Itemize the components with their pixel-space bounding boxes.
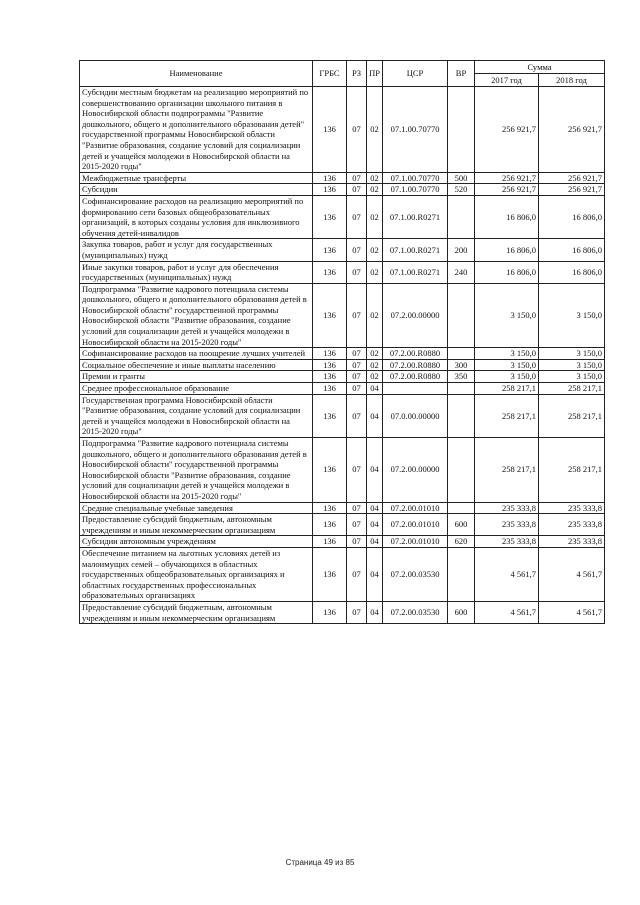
table-header — [80, 61, 605, 87]
cell-vr — [448, 87, 475, 173]
cell-rz: 07 — [347, 383, 367, 395]
cell-name: Субсидии — [80, 184, 313, 196]
cell-vr: 300 — [448, 359, 475, 371]
cell-csr: 07.2.00.03530 — [383, 601, 448, 623]
cell-s2018: 258 217,1 — [539, 438, 605, 503]
cell-s2017: 258 217,1 — [475, 383, 539, 395]
cell-s2018: 235 333,8 — [539, 536, 605, 548]
cell-pr: 04 — [367, 438, 383, 503]
cell-grbs: 136 — [313, 438, 347, 503]
cell-vr — [448, 547, 475, 601]
cell-csr: 07.2.00.01010 — [383, 502, 448, 514]
cell-s2018: 4 561,7 — [539, 547, 605, 601]
cell-grbs: 136 — [313, 394, 347, 437]
cell-s2017: 256 921,7 — [475, 172, 539, 184]
cell-grbs: 136 — [313, 502, 347, 514]
header-name: Наименование — [80, 61, 313, 87]
header-2017: 2017 год — [475, 74, 539, 87]
cell-rz: 07 — [347, 195, 367, 238]
header-rz: РЗ — [347, 61, 367, 87]
table-row — [80, 514, 605, 536]
cell-vr: 600 — [448, 601, 475, 623]
cell-csr: 07.2.00.01010 — [383, 514, 448, 536]
cell-csr: 07.2.00.00000 — [383, 283, 448, 348]
cell-csr: 07.2.00.01010 — [383, 536, 448, 548]
cell-pr: 02 — [367, 359, 383, 371]
cell-vr: 600 — [448, 514, 475, 536]
cell-s2018: 258 217,1 — [539, 394, 605, 437]
cell-s2017: 3 150,0 — [475, 348, 539, 360]
table-row — [80, 184, 605, 196]
header-csr: ЦСР — [383, 61, 448, 87]
cell-s2018: 3 150,0 — [539, 371, 605, 383]
cell-vr — [448, 383, 475, 395]
cell-s2017: 256 921,7 — [475, 184, 539, 196]
cell-name: Государственная программа Новосибирской области "Развитие образования, создание условий для социализации детей и учащейся молодежи в Новосибирской области на 2015-2020 годы" — [80, 394, 313, 437]
table-row — [80, 438, 605, 503]
cell-name: Социальное обеспечение и иные выплаты населению — [80, 359, 313, 371]
cell-vr: 520 — [448, 184, 475, 196]
header-vr: ВР — [448, 61, 475, 87]
cell-csr: 07.1.00.70770 — [383, 172, 448, 184]
cell-s2017: 16 806,0 — [475, 239, 539, 261]
cell-rz: 07 — [347, 438, 367, 503]
table-body — [80, 87, 605, 624]
cell-s2017: 258 217,1 — [475, 438, 539, 503]
cell-s2018: 3 150,0 — [539, 359, 605, 371]
cell-s2017: 16 806,0 — [475, 195, 539, 238]
cell-s2017: 16 806,0 — [475, 261, 539, 283]
cell-s2017: 235 333,8 — [475, 502, 539, 514]
cell-rz: 07 — [347, 348, 367, 360]
cell-pr: 02 — [367, 172, 383, 184]
table-row — [80, 394, 605, 437]
cell-pr: 04 — [367, 536, 383, 548]
cell-grbs: 136 — [313, 536, 347, 548]
cell-s2018: 3 150,0 — [539, 283, 605, 348]
cell-s2018: 16 806,0 — [539, 261, 605, 283]
cell-grbs: 136 — [313, 348, 347, 360]
cell-s2017: 3 150,0 — [475, 359, 539, 371]
cell-name: Предоставление субсидий бюджетным, автономным учреждениям и иным некоммерческим организациям — [80, 601, 313, 623]
table-row — [80, 239, 605, 261]
cell-rz: 07 — [347, 261, 367, 283]
cell-name: Обеспечение питанием на льготных условиях детей из малоимущих семей – обучающихся в областных государственных общеобразовательных организациях и областных государственных профессиональных образовательных организациях — [80, 547, 313, 601]
cell-s2017: 3 150,0 — [475, 371, 539, 383]
cell-rz: 07 — [347, 536, 367, 548]
cell-name: Закупка товаров, работ и услуг для государственных (муниципальных) нужд — [80, 239, 313, 261]
budget-table — [79, 60, 605, 624]
table-row — [80, 359, 605, 371]
cell-grbs: 136 — [313, 195, 347, 238]
cell-s2018: 256 921,7 — [539, 87, 605, 173]
cell-rz: 07 — [347, 239, 367, 261]
table-row — [80, 283, 605, 348]
cell-name: Субсидии автономным учреждениям — [80, 536, 313, 548]
cell-vr: 350 — [448, 371, 475, 383]
cell-vr — [448, 283, 475, 348]
cell-csr: 07.2.00.R0880 — [383, 359, 448, 371]
cell-s2018: 4 561,7 — [539, 601, 605, 623]
cell-name: Подпрограмма "Развитие кадрового потенциала системы дошкольного, общего и дополнительного образования детей в Новосибирской области" государственной программы Новосибирской области "Развитие образования, создание условий для социализации детей и учащейся молодежи в Новосибирской области на 2015-2020 годы" — [80, 283, 313, 348]
cell-rz: 07 — [347, 547, 367, 601]
cell-vr — [448, 195, 475, 238]
cell-s2017: 235 333,8 — [475, 536, 539, 548]
cell-vr — [448, 502, 475, 514]
cell-name: Иные закупки товаров, работ и услуг для обеспечения государственных (муниципальных) нужд — [80, 261, 313, 283]
cell-s2017: 3 150,0 — [475, 283, 539, 348]
cell-csr: 07.2.00.R0880 — [383, 371, 448, 383]
cell-grbs: 136 — [313, 547, 347, 601]
header-grbs: ГРБС — [313, 61, 347, 87]
cell-rz: 07 — [347, 172, 367, 184]
table-row — [80, 502, 605, 514]
cell-pr: 04 — [367, 514, 383, 536]
cell-rz: 07 — [347, 514, 367, 536]
cell-csr: 07.1.00.70770 — [383, 184, 448, 196]
cell-csr: 07.2.00.03530 — [383, 547, 448, 601]
cell-vr: 200 — [448, 239, 475, 261]
page-number: Страница 49 из 85 — [285, 858, 355, 867]
cell-grbs: 136 — [313, 261, 347, 283]
cell-vr: 240 — [448, 261, 475, 283]
cell-vr: 620 — [448, 536, 475, 548]
cell-name: Межбюджетные трансферты — [80, 172, 313, 184]
header-2018: 2018 год — [539, 74, 605, 87]
cell-rz: 07 — [347, 283, 367, 348]
cell-csr: 07.1.00.70770 — [383, 87, 448, 173]
cell-grbs: 136 — [313, 383, 347, 395]
cell-rz: 07 — [347, 371, 367, 383]
cell-s2018: 3 150,0 — [539, 348, 605, 360]
table-row — [80, 172, 605, 184]
cell-s2017: 4 561,7 — [475, 601, 539, 623]
cell-name: Премии и гранты — [80, 371, 313, 383]
cell-grbs: 136 — [313, 239, 347, 261]
cell-rz: 07 — [347, 502, 367, 514]
cell-pr: 02 — [367, 283, 383, 348]
cell-s2017: 256 921,7 — [475, 87, 539, 173]
cell-pr: 02 — [367, 239, 383, 261]
cell-pr: 02 — [367, 348, 383, 360]
cell-grbs: 136 — [313, 283, 347, 348]
table-row — [80, 195, 605, 238]
cell-s2018: 16 806,0 — [539, 239, 605, 261]
cell-grbs: 136 — [313, 359, 347, 371]
cell-s2017: 4 561,7 — [475, 547, 539, 601]
cell-name: Предоставление субсидий бюджетным, автономным учреждениям и иным некоммерческим организациям — [80, 514, 313, 536]
cell-csr — [383, 383, 448, 395]
cell-rz: 07 — [347, 359, 367, 371]
cell-name: Среднее профессиональное образование — [80, 383, 313, 395]
cell-rz: 07 — [347, 601, 367, 623]
cell-csr: 07.1.00.R0271 — [383, 239, 448, 261]
cell-grbs: 136 — [313, 184, 347, 196]
cell-grbs: 136 — [313, 514, 347, 536]
cell-rz: 07 — [347, 87, 367, 173]
header-sum: Сумма — [475, 61, 605, 74]
table-row — [80, 348, 605, 360]
table-row — [80, 601, 605, 623]
table-row — [80, 547, 605, 601]
cell-vr: 500 — [448, 172, 475, 184]
cell-pr: 02 — [367, 195, 383, 238]
cell-grbs: 136 — [313, 172, 347, 184]
cell-s2018: 16 806,0 — [539, 195, 605, 238]
cell-vr — [448, 348, 475, 360]
cell-rz: 07 — [347, 184, 367, 196]
table-row — [80, 536, 605, 548]
cell-grbs: 136 — [313, 371, 347, 383]
cell-pr: 02 — [367, 261, 383, 283]
cell-rz: 07 — [347, 394, 367, 437]
cell-pr: 04 — [367, 601, 383, 623]
cell-s2017: 258 217,1 — [475, 394, 539, 437]
cell-pr: 04 — [367, 383, 383, 395]
table-row — [80, 371, 605, 383]
cell-name: Субсидии местным бюджетам на реализацию мероприятий по совершенствованию организации школьного питания в Новосибирской области подпрограммы "Развитие дошкольного, общего и дополнительного образования детей" государственной программы Новосибирской области "Развитие образования, создание условий для социализации детей и учащейся молодежи в Новосибирской области на 2015-2020 годы" — [80, 87, 313, 173]
cell-name: Средние специальные учебные заведения — [80, 502, 313, 514]
cell-name: Подпрограмма "Развитие кадрового потенциала системы дошкольного, общего и дополнительного образования детей в Новосибирской области" государственной программы Новосибирской области "Развитие образования, создание условий для социализации детей и учащейся молодежи в Новосибирской области на 2015-2020 годы" — [80, 438, 313, 503]
cell-s2018: 258 217,1 — [539, 383, 605, 395]
cell-grbs: 136 — [313, 87, 347, 173]
cell-grbs: 136 — [313, 601, 347, 623]
cell-csr: 07.1.00.R0271 — [383, 195, 448, 238]
cell-pr: 02 — [367, 87, 383, 173]
cell-s2018: 235 333,8 — [539, 514, 605, 536]
cell-vr — [448, 438, 475, 503]
cell-s2018: 256 921,7 — [539, 184, 605, 196]
cell-name: Софинансирование расходов на реализацию мероприятий по формированию сети базовых общеобразовательных организаций, в которых созданы условия для инклюзивного обучения детей-инвалидов — [80, 195, 313, 238]
cell-pr: 04 — [367, 547, 383, 601]
cell-vr — [448, 394, 475, 437]
table-row — [80, 87, 605, 173]
cell-s2018: 256 921,7 — [539, 172, 605, 184]
cell-csr: 07.1.00.R0271 — [383, 261, 448, 283]
header-pr: ПР — [367, 61, 383, 87]
cell-s2018: 235 333,8 — [539, 502, 605, 514]
table-row — [80, 261, 605, 283]
cell-pr: 02 — [367, 184, 383, 196]
cell-csr: 07.2.00.00000 — [383, 438, 448, 503]
cell-csr: 07.0.00.00000 — [383, 394, 448, 437]
table-row — [80, 383, 605, 395]
cell-csr: 07.2.00.R0880 — [383, 348, 448, 360]
cell-pr: 04 — [367, 502, 383, 514]
cell-pr: 04 — [367, 394, 383, 437]
cell-name: Софинансирование расходов на поощрение лучших учителей — [80, 348, 313, 360]
cell-pr: 02 — [367, 371, 383, 383]
cell-s2017: 235 333,8 — [475, 514, 539, 536]
